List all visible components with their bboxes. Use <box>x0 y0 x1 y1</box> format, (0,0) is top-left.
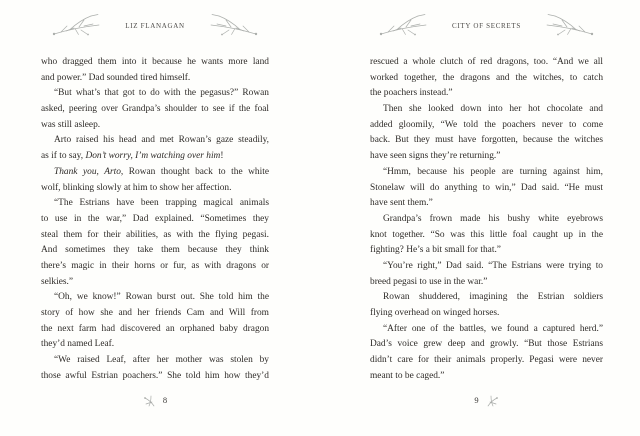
page-footer <box>370 392 603 408</box>
text-line: breed pegasi to use in the war.” <box>370 276 488 287</box>
text-line: Thank you, Arto, Rowan thought back to the white <box>54 166 269 177</box>
page-footer <box>41 392 269 408</box>
sprig-icon <box>484 394 499 407</box>
text-line: Grandpa’s frown made his bushy white eyebrows <box>383 213 603 224</box>
running-header <box>370 11 603 41</box>
text-line: “Hmm, because his people are turning against him, <box>383 166 604 177</box>
text-line: flying overhead on winged horses. <box>370 308 500 318</box>
text-line: those awful Estrian poachers.” She told him how they’d <box>41 370 269 381</box>
text-line: asked, peering over Grandpa’s shoulder to see if the foal <box>41 104 270 115</box>
text-line: “After one of the battles, we found a captured herd.” <box>383 323 603 334</box>
text-line: added gloomily, “We told the poachers never to come <box>370 119 603 130</box>
text-block-right <box>370 55 603 384</box>
text-line: “You’re right,” Dad said. “The Estrians were trying to <box>383 260 603 271</box>
book-page-right <box>320 0 640 436</box>
branch-ornament-icon <box>209 13 259 40</box>
text-line: and power.” Dad sounded tired himself. <box>41 72 191 83</box>
text-line: was still asleep. <box>41 119 101 130</box>
page-number: 9 <box>474 395 479 405</box>
text-line: rescued a whole clutch of red dragons, too. “And we all <box>370 57 603 67</box>
text-line: there’s magic in their horns or fur, as with dragons or <box>41 260 270 271</box>
text-line: wolf, blinking slowly at him to show her affection. <box>41 182 232 193</box>
branch-ornament-icon <box>51 13 101 40</box>
text-line: Arto raised his head and met Rowan’s gaze steadily, <box>54 135 270 146</box>
sprig-icon <box>143 394 158 407</box>
branch-ornament-icon <box>378 13 428 40</box>
text-line: And sometimes they take them because they think <box>41 245 269 256</box>
text-line: selkies.” <box>41 276 74 287</box>
text-line: didn’t care for their animals properly. Pegasi were never <box>370 355 604 366</box>
text-line: “We raised Leaf, after her mother was stolen by <box>54 355 269 366</box>
text-line: Then she looked down into her hot chocolate and <box>383 104 603 115</box>
text-line: the next farm had discovered an orphaned baby dragon <box>41 323 270 334</box>
text-line: “Oh, we know!” Rowan burst out. She told him the <box>54 292 270 303</box>
text-line: “The Estrians have been trapping magical animals <box>54 198 269 209</box>
text-line: have sent them.” <box>370 198 433 209</box>
running-header-book-title: CITY OF SECRETS <box>452 22 521 30</box>
text-line: knot together. “So was this little foal caught up in the <box>370 229 604 240</box>
text-line: who dragged them into it because he wants more land <box>41 57 269 67</box>
text-line: to use in the war,” Dad explained. “Sometimes they <box>41 213 269 224</box>
text-line: they’d named Leaf. <box>41 339 115 350</box>
text-line: fighting? He’s a bit small for that.” <box>370 245 501 256</box>
text-line: meant to be caged.” <box>370 370 445 381</box>
branch-ornament-icon <box>545 13 595 40</box>
text-line: worked together, the dragons and the witches, to catch <box>370 72 604 83</box>
text-block-left <box>41 55 269 384</box>
text-line: story of how she and her friends Cam and Will from <box>41 308 269 318</box>
page-number: 8 <box>162 395 168 405</box>
text-line: “But what’s that got to do with the pegasus?” Rowan <box>54 88 269 99</box>
text-line: steal them for their abilities, as with the flying pegasi. <box>41 229 269 240</box>
text-line: Rowan shuddered, imagining the Estrian soldiers <box>383 292 603 303</box>
running-header-author: LIZ FLANAGAN <box>125 22 185 30</box>
text-line: have seen signs they’re returning.” <box>370 151 501 162</box>
text-line: Dad’s voice grew deep and growly. “But those Estrians <box>370 339 603 350</box>
text-line: as if to say, Don’t worry, I’m watching over him! <box>41 151 224 162</box>
running-header <box>41 11 269 41</box>
text-line: Stonelaw will do anything to win,” Dad said. “He must <box>370 182 604 193</box>
text-line: back. But they must have forgotten, because the witches <box>370 135 604 146</box>
text-line: the poachers instead.” <box>370 88 453 99</box>
